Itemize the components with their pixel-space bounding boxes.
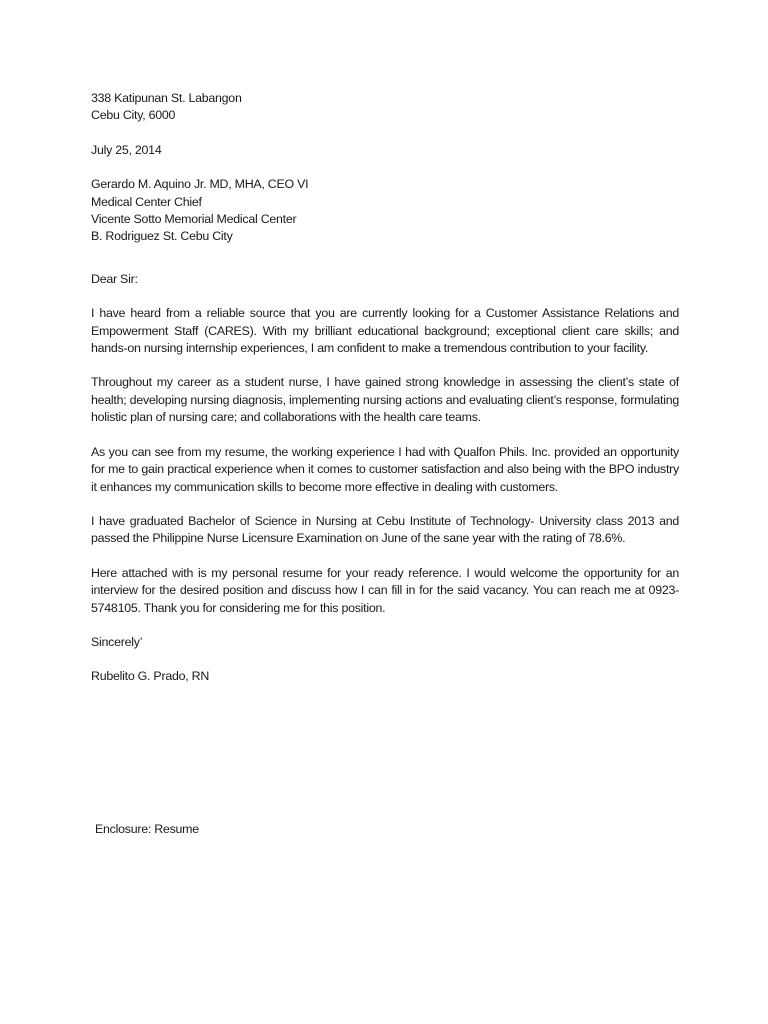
enclosure-note: Enclosure: Resume [95,822,199,836]
letter [91,90,679,686]
sender-address-line2: Cebu City, 6000 [91,108,176,123]
recipient-organization: Vicente Sotto Memorial Medical Center [91,212,297,227]
salutation: Dear Sir: [91,271,138,286]
recipient-title: Medical Center Chief [91,194,202,209]
letter-date: July 25, 2014 [91,142,162,157]
signature-name: Rubelito G. Prado, RN [91,669,210,684]
sender-address-line1: 338 Katipunan St. Labangon [91,91,242,105]
body-paragraph-3: As you can see from my resume, the working experience I had with Qualfon Phils. Inc. provided an opportunity for me to gain practical experience when it comes to customer satisfaction and also being with the BPO industry it enhances my communication skills to become more effective in dealing with customers. [91,444,679,494]
body-paragraph-2: Throughout my career as a student nurse, I have gained strong knowledge in assessing the client’s state of health; developing nursing diagnosis, implementing nursing actions and evaluating client’s response, formulating holistic plan of nursing care; and collaborations with the health care teams. [91,375,679,425]
body-paragraph-5: Here attached with is my personal resume for your ready reference. I would welcome the opportunity for an interview for the desired position and discuss how I can fill in for the said vacancy. You can reach me at 0923-5748105. Thank you for considering me for this position. [91,565,679,615]
recipient-name: Gerardo M. Aquino Jr. MD, MHA, CEO VI [91,177,309,192]
closing: Sincerely’ [91,634,143,649]
body-paragraph-1: I have heard from a reliable source that you are currently looking for a Customer Assistance Relations and Empowerment Staff (CARES). With my brilliant educational background; exceptional client care skills; and hands-on nursing internship experiences, I am confident to make a tremendous contribution to your facility. [91,306,679,356]
recipient-address: B. Rodriguez St. Cebu City [91,229,233,244]
recipient-block [91,176,679,246]
sender-address [91,90,679,125]
body-paragraph-4: I have graduated Bachelor of Science in Nursing at Cebu Institute of Technology- University class 2013 and passed the Philippine Nurse Licensure Examination on June of the sane year with the rating of 78.6%. [91,513,679,546]
